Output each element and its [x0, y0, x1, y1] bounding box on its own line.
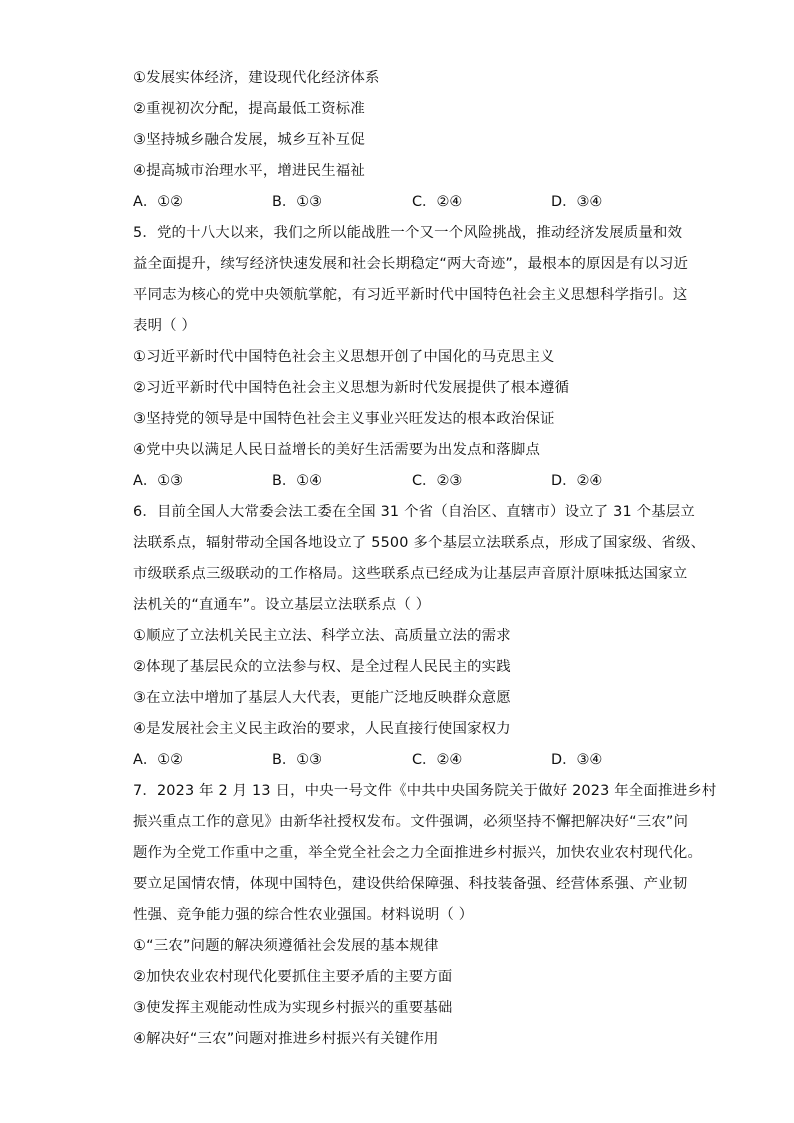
q5-option-d: D．②④ — [551, 473, 603, 489]
q7-stem-line-1: 7．2023 年 2 月 13 日，中央一号文件《中共中央国务院关于做好 2023 年全面推进乡村 — [133, 783, 717, 799]
prev-question-option-d: D．③④ — [551, 194, 603, 210]
q6-choice-2: ②体现了基层民众的立法参与权、是全过程人民民主的实践 — [133, 659, 511, 675]
q5-choice-3: ③坚持党的领导是中国特色社会主义事业兴旺发达的根本政治保证 — [133, 411, 555, 427]
q5-option-b: B．①④ — [272, 473, 323, 489]
q6-option-d: D．③④ — [551, 752, 603, 768]
prev-question-choice-2: ②重视初次分配，提高最低工资标准 — [133, 101, 365, 117]
q5-choice-1: ①习近平新时代中国特色社会主义思想开创了中国化的马克思主义 — [133, 349, 555, 365]
q5-stem-line-4: 表明（ ） — [133, 318, 197, 334]
q6-option-a: A．①② — [133, 752, 184, 768]
q6-option-c: C．②④ — [412, 752, 463, 768]
prev-question-choice-3: ③坚持城乡融合发展，城乡互补互促 — [133, 132, 365, 148]
q6-choice-1: ①顺应了立法机关民主立法、科学立法、高质量立法的需求 — [133, 628, 511, 644]
q6-stem-line-3: 市级联系点三级联动的工作格局。这些联系点已经成为让基层声音原汁原味抵达国家立 — [133, 566, 688, 582]
q7-stem-line-2: 振兴重点工作的意见》由新华社授权发布。文件强调，必须坚持不懈把解决好“三农”问 — [133, 814, 689, 830]
q5-option-c: C．②③ — [412, 473, 463, 489]
q6-stem-line-2: 法联系点，辐射带动全国各地设立了 5500 多个基层立法联系点，形成了国家级、省级、 — [133, 535, 706, 551]
prev-question-choice-4: ④提高城市治理水平，增进民生福祉 — [133, 163, 365, 179]
prev-question-option-b: B．①③ — [272, 194, 323, 210]
q7-choice-2: ②加快农业农村现代化要抓住主要矛盾的主要方面 — [133, 969, 453, 985]
q6-stem-line-4: 法机关的“直通车”。设立基层立法联系点（ ） — [133, 597, 431, 613]
q7-stem-line-3: 题作为全党工作重中之重，举全党全社会之力全面推进乡村振兴，加快农业农村现代化。 — [133, 845, 703, 861]
q7-choice-4: ④解决好“三农”问题对推进乡村振兴有关键作用 — [133, 1031, 439, 1047]
q5-stem-line-1: 5．党的十八大以来，我们之所以能战胜一个又一个风险挑战，推动经济发展质量和效 — [133, 225, 683, 241]
q5-choice-4: ④党中央以满足人民日益增长的美好生活需要为出发点和落脚点 — [133, 442, 541, 458]
q5-stem-line-2: 益全面提升，续写经济快速发展和社会长期稳定“两大奇迹”，最根本的原因是有以习近 — [133, 256, 689, 272]
q7-stem-line-5: 性强、竞争能力强的综合性农业强国。材料说明（ ） — [133, 907, 474, 923]
q5-choice-2: ②习近平新时代中国特色社会主义思想为新时代发展提供了根本遵循 — [133, 380, 570, 396]
q6-stem-line-1: 6．目前全国人大常委会法工委在全国 31 个省（自治区、直辖市）设立了 31 个基层立 — [133, 504, 695, 520]
prev-question-option-c: C．②④ — [412, 194, 463, 210]
q6-choice-4: ④是发展社会主义民主政治的要求，人民直接行使国家权力 — [133, 721, 511, 737]
prev-question-choice-1: ①发展实体经济，建设现代化经济体系 — [133, 70, 380, 86]
prev-question-option-a: A．①② — [133, 194, 184, 210]
q6-choice-3: ③在立法中增加了基层人大代表，更能广泛地反映群众意愿 — [133, 690, 511, 706]
q7-stem-line-4: 要立足国情农情，体现中国特色，建设供给保障强、科技装备强、经营体系强、产业韧 — [133, 876, 688, 892]
q6-option-b: B．①③ — [272, 752, 323, 768]
q5-stem-line-3: 平同志为核心的党中央领航掌舵，有习近平新时代中国特色社会主义思想科学指引。这 — [133, 287, 688, 303]
q7-choice-3: ③使发挥主观能动性成为实现乡村振兴的重要基础 — [133, 1000, 453, 1016]
q7-choice-1: ①“三农”问题的解决须遵循社会发展的基本规律 — [133, 938, 439, 954]
q5-option-a: A．①③ — [133, 473, 184, 489]
